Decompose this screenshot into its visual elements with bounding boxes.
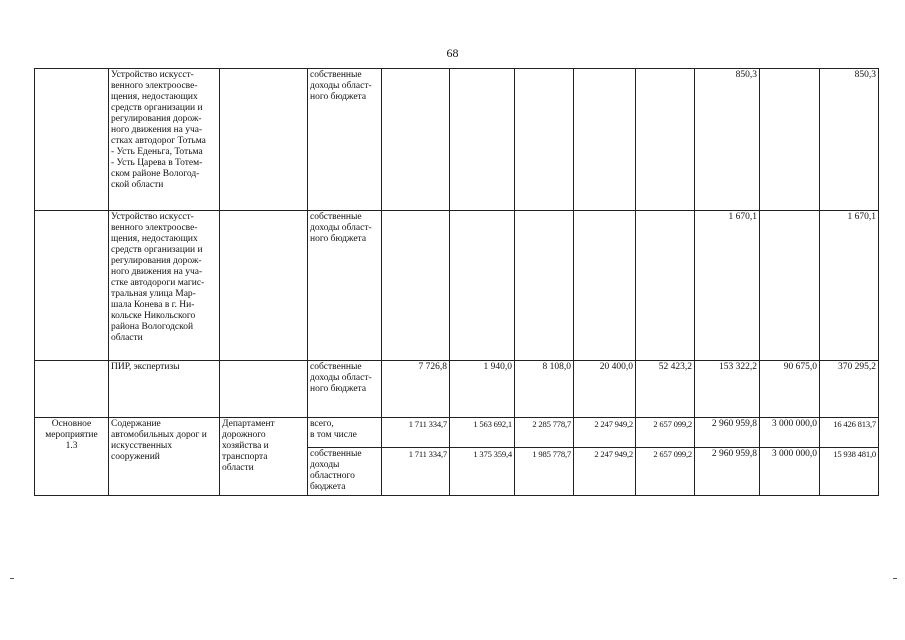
year-3-value: 1 985 778,7 (515, 448, 574, 496)
year-7-value: 3 000 000,0 (760, 448, 820, 496)
year-2-value (450, 211, 515, 361)
executor-cell (220, 361, 308, 418)
main-event-executor: Департамент дорожного хозяйства и транспорта области (220, 418, 308, 496)
executor-cell (220, 211, 308, 361)
source-cell (308, 418, 382, 448)
year-5-value: 2 657 099,2 (636, 418, 695, 448)
year-4-value (574, 69, 636, 211)
year-5-value (636, 69, 695, 211)
measure-cell: Устройство искусст- венного электроосве- щения, недостающих средств организации и регулирования дорож- ного движения на уча- стке автодороги магис- тральная улица Мар- шала Конева в г. Ни- кольске Никольского района Вологодской области (109, 211, 220, 361)
year-4-value: 2 247 949,2 (574, 418, 636, 448)
total-value: 1 670,1 (820, 211, 879, 361)
year-5-value: 2 657 099,2 (636, 448, 695, 496)
source-cell: собственные доходы област- ного бюджета (308, 361, 382, 418)
year-2-value: 1 940,0 (450, 361, 515, 418)
measure-cell: Устройство искусст- венного электроосве- щения, недостающих средств организации и регулирования дорож- ного движения на уча- стках автодорог Тотьма - Усть Еденьга, Тотьма - Усть Царева в Тотем- ском районе Вологод- ской области (109, 69, 220, 211)
year-3-value: 2 285 778,7 (515, 418, 574, 448)
year-6-value: 850,3 (695, 69, 760, 211)
year-6-value: 1 670,1 (695, 211, 760, 361)
source-total-label: всего, (310, 419, 334, 429)
total-value: 850,3 (820, 69, 879, 211)
year-4-value: 20 400,0 (574, 361, 636, 418)
year-4-value: 2 247 949,2 (574, 448, 636, 496)
source-cell: собственные доходы област- ного бюджета (308, 69, 382, 211)
year-3-value (515, 69, 574, 211)
source-cell: собственные доходы област- ного бюджета (308, 211, 382, 361)
total-value: 370 295,2 (820, 361, 879, 418)
table-row (35, 211, 879, 361)
scan-margin-mark (10, 578, 14, 579)
year-7-value: 90 675,0 (760, 361, 820, 418)
year-6-value: 2 960 959,8 (695, 418, 760, 448)
total-value: 15 938 481,0 (820, 448, 879, 496)
table-row (35, 418, 879, 448)
year-1-value: 7 726,8 (382, 361, 450, 418)
year-1-value (382, 211, 450, 361)
source-cell: собственные доходы областного бюджета (308, 448, 382, 496)
measure-cell: ПИР, экспертизы (109, 361, 220, 418)
total-value: 16 426 813,7 (820, 418, 879, 448)
year-1-value: 1 711 334,7 (382, 448, 450, 496)
year-7-value (760, 69, 820, 211)
page-number: 68 (446, 46, 459, 60)
main-event-code: Основное мероприятие 1.3 (35, 418, 109, 496)
year-3-value: 8 108,0 (515, 361, 574, 418)
year-3-value (515, 211, 574, 361)
year-2-value (450, 69, 515, 211)
year-6-value: 153 322,2 (695, 361, 760, 418)
main-event-measure: Содержание автомобильных дорог и искусственных сооружений (109, 418, 220, 496)
year-1-value (382, 69, 450, 211)
table-row (35, 69, 879, 211)
scan-margin-mark (893, 578, 897, 579)
year-4-value (574, 211, 636, 361)
code-cell (35, 211, 109, 361)
year-2-value: 1 563 692,1 (450, 418, 515, 448)
year-7-value: 3 000 000,0 (760, 418, 820, 448)
source-total-sublabel: в том числе (310, 430, 357, 440)
year-5-value: 52 423,2 (636, 361, 695, 418)
year-7-value (760, 211, 820, 361)
year-2-value: 1 375 359,4 (450, 448, 515, 496)
year-5-value (636, 211, 695, 361)
budget-table (34, 68, 879, 496)
table-row (35, 361, 879, 418)
year-1-value: 1 711 334,7 (382, 418, 450, 448)
code-cell (35, 361, 109, 418)
executor-cell (220, 69, 308, 211)
year-6-value: 2 960 959,8 (695, 448, 760, 496)
code-cell (35, 69, 109, 211)
